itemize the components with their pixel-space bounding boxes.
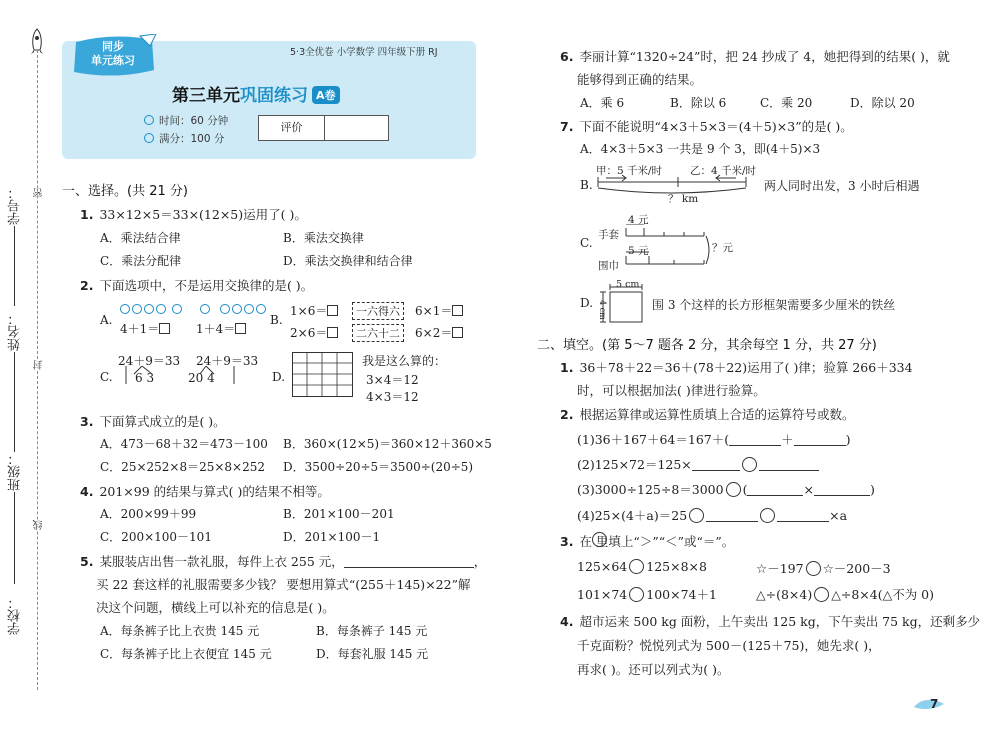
- page-number-tag: [912, 695, 946, 713]
- time-info: 时间：60 分钟: [144, 113, 228, 128]
- q2-c-eq2: 24＋9＝33: [196, 354, 259, 368]
- class-label: 班级：: [8, 452, 23, 491]
- q7-stem: 7. 下面不能说明“4×3＋5×3＝(4＋5)×3”的是( )。: [560, 119, 853, 134]
- score-info: 满分：100 分: [144, 131, 224, 146]
- q7-c-diagram: [624, 224, 714, 270]
- q2-d-grid: [292, 352, 354, 398]
- check-icon: [144, 133, 154, 143]
- q2-b-eq3: 6×1＝: [415, 302, 463, 319]
- q7-c-glove: 手套: [598, 229, 619, 241]
- q7-d-height: 4 cm: [598, 300, 607, 320]
- q4-option-c[interactable]: C．200×100－101: [100, 530, 212, 544]
- q7-b-jia: 甲：5 千米/时: [596, 165, 663, 177]
- q2-d-eq2: 4×3＝12: [366, 390, 419, 404]
- q2-b-eq4: 6×2＝: [415, 324, 463, 341]
- s2-q1-line2: 时，可以根据加法( )律进行验算。: [577, 383, 766, 398]
- q2-option-a-label[interactable]: A.: [100, 313, 113, 327]
- q3-stem-circle: [592, 532, 607, 547]
- q7-option-c-label[interactable]: C.: [580, 236, 593, 250]
- s2-q3-row2a: 101×74 100×74＋1: [577, 587, 717, 602]
- q2-stem: 2. 下面选项中，不是运用交换律的是( )。: [80, 278, 314, 293]
- q3-option-b[interactable]: B．360×(12×5)＝360×12＋360×5: [283, 437, 492, 451]
- cut-mark-mi: 密: [34, 188, 45, 198]
- q5-option-b[interactable]: B．每条裤子 145 元: [316, 624, 428, 638]
- q3-stem: 3. 下面算式成立的是( )。: [80, 414, 226, 429]
- q1-option-c[interactable]: C．乘法分配律: [100, 254, 182, 268]
- q2-c-eq1: 24＋9＝33: [118, 354, 181, 368]
- q7-d-width: 5 cm: [616, 279, 640, 290]
- section1-heading: 一、选择。(共 21 分): [62, 184, 188, 199]
- s2-q4-line3: 再求( )。还可以列式为( )。: [577, 662, 730, 677]
- s2-q2-3: (3)3000÷125÷8＝3000 ( × ): [577, 482, 875, 497]
- q7-c-glove-price: 4 元: [628, 214, 649, 226]
- q2-option-d-label[interactable]: D.: [272, 370, 286, 384]
- q2-c-branch1: [118, 366, 178, 386]
- q6-line1: 6. 李丽计算“1320÷24”时，把 24 抄成了 4，她把得到的结果( )，就: [560, 49, 950, 64]
- q1-option-b[interactable]: B．乘法交换律: [283, 231, 364, 245]
- q1-option-d[interactable]: D．乘法交换律和结合律: [283, 254, 413, 268]
- class-line[interactable]: [14, 492, 15, 584]
- q1-stem: 1. 33×12×5＝33×(12×5)运用了( )。: [80, 207, 307, 222]
- q7-b-question: ？ km: [668, 193, 699, 205]
- s2-q3-stem: 3. 在 里填上“＞”“＜”或“＝”。: [560, 534, 735, 549]
- q7-option-a[interactable]: A．4×3＋5×3 一共是 9 个 3，即(4＋5)×3: [580, 142, 821, 156]
- q2-option-b-label[interactable]: B.: [270, 313, 283, 327]
- q2-c-split1: 6 3: [135, 371, 155, 385]
- q7-option-b-label[interactable]: B.: [580, 178, 593, 192]
- q6-option-c[interactable]: C．乘 20: [760, 96, 813, 110]
- s2-q3-row1a: 125×64 125×8×8: [577, 559, 707, 574]
- q2-option-c-label[interactable]: C.: [100, 370, 113, 384]
- q4-stem: 4. 201×99 的结果与算式( )的结果不相等。: [80, 484, 330, 499]
- name-line[interactable]: [14, 352, 15, 452]
- s2-q4-line2: 千克面粉？悦悦列式为 500－(125＋75)，她先求( )，: [577, 638, 881, 653]
- q3-option-c[interactable]: C．25×252×8＝25×8×252: [100, 460, 266, 474]
- student-id-line[interactable]: [14, 226, 15, 306]
- page-number: 7: [930, 697, 939, 711]
- evaluation-label: 评价: [259, 116, 325, 140]
- s2-q3-row1b: ☆－197 ☆－200－3: [756, 561, 891, 576]
- section2-heading: 二、填空。(第 5～7 题各 2 分，其余每空 1 分，共 27 分): [537, 338, 877, 353]
- q7-c-question: ？元: [712, 242, 733, 254]
- q5-line2: 买 22 套这样的礼服需要多少钱？ 要想用算式“(255＋145)×22”解: [96, 577, 471, 592]
- q2-a-eq1: 4＋1＝: [120, 320, 170, 337]
- q2-d-note: 我是这么算的：: [362, 354, 447, 368]
- s2-q4-line1: 4. 超市运来 500 kg 面粉，上午卖出 125 kg，下午卖出 75 kg，还剩多少: [560, 614, 981, 629]
- q4-option-a[interactable]: A．200×99＋99: [100, 507, 197, 521]
- series-info: 5·3全优卷 小学数学 四年级下册 RJ: [290, 47, 438, 58]
- q2-d-eq1: 3×4＝12: [366, 373, 419, 387]
- q6-option-d[interactable]: D．除以 20: [850, 96, 915, 110]
- q2-a-dots: [120, 301, 268, 316]
- q2-b-rhyme2: 二六十二: [352, 324, 404, 342]
- q2-c-split2: 20 4: [188, 371, 215, 385]
- q7-b-text: 两人同时出发，3 小时后相遇: [764, 179, 920, 193]
- q7-c-scarf: 围巾: [598, 260, 619, 272]
- q7-d-text: 围 3 个这样的长方形框架需要多少厘米的铁丝: [652, 298, 896, 312]
- q2-b-eq2: 2×6＝: [290, 324, 338, 341]
- page-title: 第三单元巩固练习 A卷: [172, 81, 340, 106]
- cut-mark-feng: 封: [34, 360, 45, 370]
- cut-mark-xian: 线: [34, 520, 45, 530]
- q3-option-a[interactable]: A．473－68＋32＝473－100: [100, 437, 268, 451]
- q4-option-b[interactable]: B．201×100－201: [283, 507, 395, 521]
- badge-text: 同步 单元练习: [91, 40, 135, 67]
- s2-q3-row2b: △÷(8×4) △÷8×4(△不为 0): [756, 587, 934, 602]
- clock-icon: [144, 115, 154, 125]
- q4-option-d[interactable]: D．201×100－1: [283, 530, 381, 544]
- q5-line1: 5. 某服装店出售一款礼服，每件上衣 255 元， ，: [80, 554, 487, 569]
- q2-b-rhyme1: 一六得六: [352, 302, 404, 320]
- q1-option-a[interactable]: A．乘法结合律: [100, 231, 181, 245]
- q3-option-d[interactable]: D．3500÷20÷5＝3500÷(20÷5): [283, 460, 474, 474]
- q2-a-eq2: 1＋4＝: [196, 320, 246, 337]
- q5-option-d[interactable]: D．每套礼服 145 元: [316, 647, 429, 661]
- a-paper-badge: A卷: [312, 86, 340, 104]
- q5-blank[interactable]: [344, 555, 474, 568]
- school-label: 学校：: [8, 596, 23, 635]
- q7-option-d-label[interactable]: D.: [580, 296, 594, 310]
- q6-option-a[interactable]: A．乘 6: [580, 96, 625, 110]
- q5-line3: 决这个问题，横线上可以补充的信息是( )。: [96, 600, 335, 615]
- q7-b-yi: 乙：4 千米/时: [690, 165, 757, 177]
- s2-q2-stem: 2. 根据运算律或运算性质填上合适的运算符号或数。: [560, 407, 855, 422]
- s2-q2-4: (4)25×(4＋a)＝25 ×a: [577, 508, 848, 523]
- q2-b-eq1: 1×6＝: [290, 302, 338, 319]
- q6-option-b[interactable]: B．除以 6: [670, 96, 727, 110]
- student-id-label: 学号：: [8, 186, 23, 225]
- s2-q1-line1: 1. 36＋78＋22＝36＋(78＋22)运用了( )律；验算 266＋334: [560, 360, 913, 375]
- q5-option-c[interactable]: C．每条裤子比上衣便宜 145 元: [100, 647, 272, 661]
- q6-line2: 能够得到正确的结果。: [577, 72, 703, 87]
- q2-c-branch2: [196, 366, 256, 386]
- s2-q2-2: (2)125×72＝125×: [577, 455, 819, 473]
- name-label: 姓名：: [8, 312, 23, 351]
- q7-c-scarf-price: 5 元: [628, 245, 649, 257]
- q5-option-a[interactable]: A．每条裤子比上衣贵 145 元: [100, 624, 260, 638]
- cut-line: [37, 50, 38, 690]
- evaluation-box[interactable]: [258, 115, 389, 141]
- s2-q2-1: (1)36＋167＋64＝167＋( ＋ ): [577, 432, 851, 447]
